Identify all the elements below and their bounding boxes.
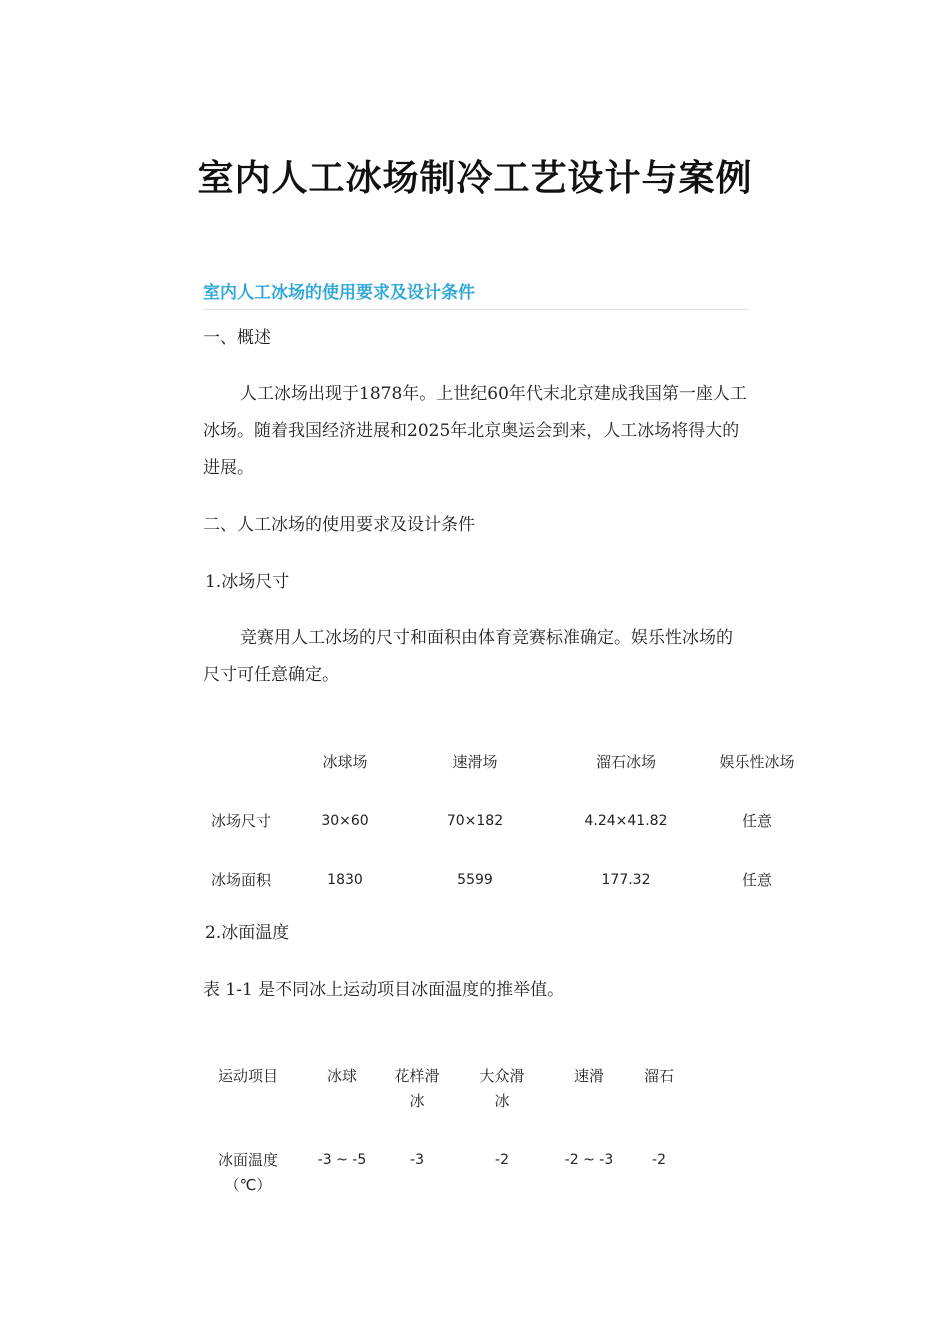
- table-cell: -2: [495, 1152, 509, 1168]
- table-cell: 5599: [457, 872, 493, 888]
- ice-temperature-heading: 2.冰面温度: [205, 923, 290, 943]
- table-cell: -3 ~ -5: [317, 1152, 367, 1168]
- table-cell: 70×182: [446, 813, 504, 829]
- table-cell: -3: [410, 1152, 424, 1168]
- table-header-cell: 大众滑冰: [479, 1067, 525, 1110]
- table-cell: 4.24×41.82: [584, 813, 668, 829]
- table-cell: -2: [652, 1152, 666, 1168]
- table-header-cell: 速滑: [573, 1067, 604, 1085]
- table-row-label: 冰场尺寸: [210, 812, 271, 830]
- table-header-cell: 冰球: [326, 1067, 357, 1085]
- ice-temperature-paragraph: 表 1-1 是不同冰上运动项目冰面温度的推举值。: [203, 980, 565, 1000]
- section-heading: 室内人工冰场的使用要求及设计条件: [203, 278, 749, 310]
- table-cell: 任意: [741, 812, 772, 830]
- table-header-cell: 冰球场: [322, 753, 368, 771]
- document-title: 室内人工冰场制冷工艺设计与案例: [197, 157, 753, 199]
- rink-size-paragraph: 竞赛用人工冰场的尺寸和面积由体育竞赛标准确定。娱乐性冰场的尺寸可任意确定。: [203, 628, 733, 685]
- requirements-heading: 二、人工冰场的使用要求及设计条件: [203, 515, 475, 535]
- table-header-cell: 花样滑冰: [394, 1067, 440, 1110]
- rink-size-heading: 1.冰场尺寸: [205, 572, 290, 592]
- table-row-label: 冰面温度（℃）: [217, 1151, 278, 1194]
- table-header-cell: 溜石: [643, 1067, 674, 1085]
- table-header-cell: 娱乐性冰场: [719, 753, 795, 771]
- table-cell: -2 ~ -3: [564, 1152, 614, 1168]
- table-header-cell: 溜石冰场: [595, 753, 656, 771]
- table-cell: 1830: [327, 872, 363, 888]
- table-header-cell: 速滑场: [452, 753, 498, 771]
- overview-paragraph: 人工冰场出现于1878年。上世纪60年代末北京建成我国第一座人工冰场。随着我国经济进展和2025年北京奥运会到来，人工冰场将得大的进展。: [203, 384, 747, 478]
- table-cell: 任意: [741, 871, 772, 889]
- table-cell: 30×60: [321, 813, 369, 829]
- table-cell: 177.32: [601, 872, 651, 888]
- table-row-label: 冰场面积: [210, 871, 271, 889]
- overview-heading: 一、概述: [203, 328, 271, 348]
- table-header-cell: 运动项目: [217, 1067, 278, 1085]
